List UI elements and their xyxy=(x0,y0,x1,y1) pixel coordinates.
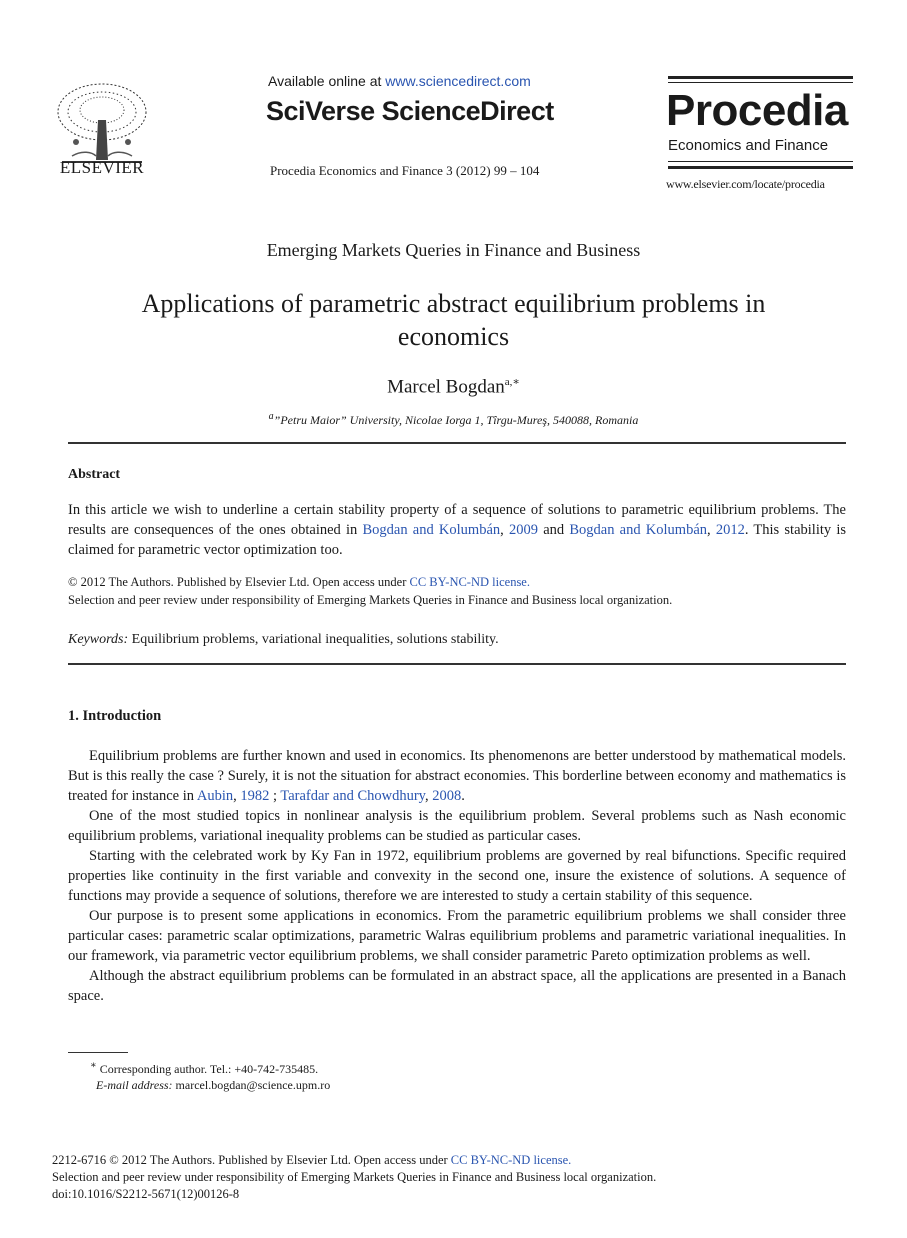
author-name: Marcel Bogdan xyxy=(387,376,505,398)
ref-separator: , xyxy=(233,788,241,804)
journal-citation: Procedia Economics and Finance 3 (2012) 99 – 104 xyxy=(270,163,540,178)
procedia-subtitle: Economics and Finance xyxy=(668,137,829,154)
procedia-rule xyxy=(668,166,853,169)
keywords-label: Keywords: xyxy=(68,632,129,647)
sciencedirect-link[interactable]: www.sciencedirect.com xyxy=(385,73,531,89)
elsevier-wordmark: ELSEVIER xyxy=(59,158,145,177)
keywords-text: Equilibrium problems, variational inequalities, solutions stability. xyxy=(128,632,499,647)
abstract-text-part: . This stability is claimed for parametric vector optimization too. xyxy=(68,522,847,558)
ref-separator: , xyxy=(424,788,433,804)
available-online-line xyxy=(268,73,531,89)
email-label: E-mail address: xyxy=(96,1078,173,1092)
author-email[interactable]: marcel.bogdan@science.upm.ro xyxy=(172,1078,331,1092)
divider-bottom xyxy=(68,663,846,665)
paragraph: One of the most studied topics in nonlinear analysis is the equilibrium problem. Several problems such as Nash economic equilibrium problems, variational inequality problems can be studied as particular cases. xyxy=(68,808,846,844)
abstract-heading: Abstract xyxy=(68,467,121,482)
paragraph-end: . xyxy=(461,788,465,804)
paragraph: Our purpose is to present some applications in economics. From the parametric equilibrium problems we shall consider three particular cases: parametric scalar optimizations, parametric Walras equilibrium problems and parametric variational inequalities. In our framework, via parametric vector equilibrium problems, we shall consider parametric Pareto optimization problems as well. xyxy=(68,908,846,964)
keywords-line xyxy=(68,630,846,650)
footer-peer-review: Selection and peer review under responsibility of Emerging Markets Queries in Finance and Business local organization. xyxy=(52,1170,657,1184)
ref-year-2012[interactable]: 2012 xyxy=(715,522,745,538)
affiliation-mark: a xyxy=(268,411,274,422)
copyright-block xyxy=(68,573,846,609)
author-marks: a,∗ xyxy=(504,376,520,388)
footer-license-link[interactable]: CC BY-NC-ND license. xyxy=(450,1153,572,1167)
title-line-2: economics xyxy=(397,322,510,351)
ref-year-2009[interactable]: 2009 xyxy=(509,522,538,538)
available-prefix: Available online at xyxy=(268,73,386,89)
ref-year-1982[interactable]: 1982 xyxy=(240,788,270,804)
affiliation xyxy=(0,411,907,428)
conference-name: Emerging Markets Queries in Finance and Business xyxy=(266,240,641,260)
author-line xyxy=(0,375,907,398)
ref-year-2008[interactable]: 2008 xyxy=(432,788,462,804)
doi[interactable]: doi:10.1016/S2212-5671(12)00126-8 xyxy=(52,1187,240,1201)
abstract-text-part: In this article we wish to underline a certain stability property of a sequence of solutions to parametric equilibrium problems. The results are consequences of the ones obtained in xyxy=(68,502,846,538)
corresponding-author: Corresponding author. Tel.: +40-742-735485. xyxy=(96,1062,319,1076)
procedia-rule xyxy=(668,82,853,83)
paragraph xyxy=(68,746,846,806)
ref-tarafdar-chowdhury[interactable]: Tarafdar and Chowdhury xyxy=(280,788,425,804)
ref-separator: , xyxy=(500,522,509,538)
ref-bogdan-kolumban-2012[interactable]: Bogdan and Kolumbán xyxy=(569,522,708,538)
paragraph-text: Equilibrium problems are further known and used in economics. Its phenomenons are better understood by mathematical models. But is this really the case ? Surely, it is not the situation for abstract economies. This borderline between economy and mathematics is treated for instance in xyxy=(68,748,846,804)
title-line-1: Applications of parametric abstract equilibrium problems in xyxy=(141,289,766,318)
sciverse-logo: SciVerse ScienceDirect xyxy=(266,96,554,126)
peer-review-note: Selection and peer review under responsibility of Emerging Markets Queries in Finance and Business local organization. xyxy=(68,593,673,607)
footer-copyright: 2212-6716 © 2012 The Authors. Published by Elsevier Ltd. Open access under xyxy=(52,1153,451,1167)
section-heading-introduction: 1. Introduction xyxy=(68,708,162,724)
paper-title xyxy=(90,287,817,353)
abstract-text xyxy=(68,500,846,560)
procedia-logo: Procedia xyxy=(666,86,848,135)
ref-aubin[interactable]: Aubin xyxy=(196,788,234,804)
paragraph: Although the abstract equilibrium problems can be formulated in an abstract space, all the applications are presented in a Banach space. xyxy=(68,968,846,1004)
ref-separator: , xyxy=(707,522,716,538)
page-footer xyxy=(52,1152,656,1203)
license-link[interactable]: CC BY-NC-ND license. xyxy=(409,575,530,589)
ref-bogdan-kolumban-2009[interactable]: Bogdan and Kolumbán xyxy=(362,522,501,538)
footnote-mark: ∗ xyxy=(90,1060,97,1071)
affiliation-text: ”Petru Maior” University, Nicolae Iorga 1, Tîrgu-Mureş, 540088, Romania xyxy=(273,413,639,427)
copyright-text: © 2012 The Authors. Published by Elsevier Ltd. Open access under xyxy=(68,575,410,589)
procedia-url: www.elsevier.com/locate/procedia xyxy=(666,177,825,191)
procedia-rule xyxy=(668,161,853,162)
paragraph: Starting with the celebrated work by Ky Fan in 1972, equilibrium problems are governed by real bifunctions. Specific required properties like continuity in the first variable and convexity in the second one, insure the existence of solutions. A sequence of functions may provide a sequence of solutions, therefore we are interested to study a certain stability of this sequence. xyxy=(68,848,846,904)
abstract-text-part: and xyxy=(538,522,570,538)
introduction-body xyxy=(68,746,846,1006)
footnote xyxy=(90,1058,330,1093)
ref-separator: ; xyxy=(269,788,281,804)
procedia-rule xyxy=(668,76,853,79)
footnote-rule xyxy=(68,1052,128,1053)
divider-top xyxy=(68,442,846,444)
